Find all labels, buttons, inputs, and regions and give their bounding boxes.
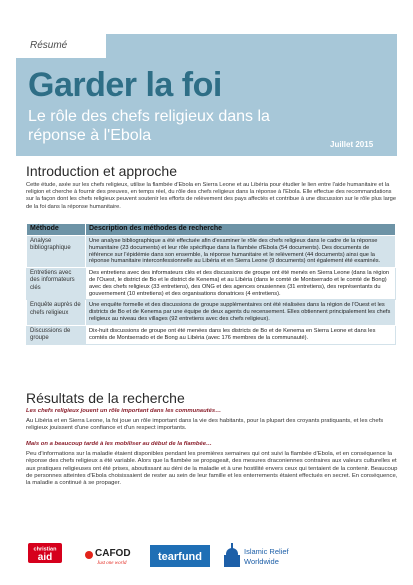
islamic-relief-line1: Islamic Relief xyxy=(244,547,289,556)
christian-aid-line2: aid xyxy=(37,552,53,563)
document-title: Garder la foi xyxy=(28,66,222,104)
cafod-tagline: Just one world xyxy=(97,561,127,566)
table-row xyxy=(27,236,396,268)
methods-table xyxy=(26,223,396,345)
table-row xyxy=(27,268,396,300)
publication-date: Juillet 2015 xyxy=(330,140,374,149)
description-cell: Dix-huit discussions de groupe ont été menées dans les districts de Bo et de Kenema en Sierra Leone et dans les comtés de Montserrado et de Bong au Libéria (avec 176 membres de la communauté). xyxy=(86,325,396,344)
cafod-name: CAFOD xyxy=(95,548,131,559)
islamic-relief-logo xyxy=(222,541,312,569)
finding-paragraph: Peu d'informations sur la maladie étaient disponibles pendant les premières semaines qui ont suivi la flambée d'Ebola, et en conséquence la réponse des chefs religieux a été variable. Alors que la flambée se propageait, des mesures draconiennes contraires aux valeurs culturelles et aux pratiques religieuses ont été prises, aboutissant au déni de la maladie et à une hostilité envers ceux qui tentaient de la contenir. Beaucoup de personnes atteintes d'Ebola choisissaient de rester au sein de leur famille et les enterrements étaient effectués en secret. En conséquence, la maladie a continué à se propager. xyxy=(26,451,398,487)
table-row xyxy=(27,300,396,325)
finding-paragraph: Au Libéria et en Sierra Leone, la foi joue un rôle important dans la vie des habitants, pour la plupart des croyants pratiquants, et les chefs religieux jouissent d'une confiance et d'un respect importants. xyxy=(26,418,384,432)
summary-label: Résumé xyxy=(30,40,68,51)
mosque-icon xyxy=(224,543,240,567)
table-header-row xyxy=(27,224,396,236)
cafod-logo xyxy=(83,545,135,567)
description-cell: Une analyse bibliographique a été effectuée afin d'examiner le rôle des chefs religieux dans le cadre de la réponse humanitaire (23 documents) et leur rôle spécifique dans la flambée d'Ebola (54 documents). Des documents de référence sur l'épidémie dans son ensemble, la réponse humanitaire et le relèvement (44 documents) ainsi que la réponse humanitaire interconfessionnelle au Libéria et en Sierra Leone (9 documents) ont également été examinés. xyxy=(86,236,396,268)
description-cell: Une enquête formelle et des discussions de groupe supplémentaires ont été réalisées dans la région de l'Ouest et les districts de Bo et de Kenema par une équipe de deux agents du recensement. Elles obtiennent principalement les chefs religieux au niveau des villages (92 entretiens avec des chefs religieux). xyxy=(86,300,396,325)
method-cell: Analyse bibliographique xyxy=(27,236,86,268)
results-heading: Résultats de la recherche xyxy=(26,390,185,406)
islamic-relief-line2: Worldwide xyxy=(244,557,279,566)
method-cell: Entretiens avec des informateurs clés xyxy=(27,268,86,300)
method-cell: Discussions de groupe xyxy=(27,325,86,344)
column-header-description: Description des méthodes de recherche xyxy=(86,224,396,236)
tearfund-name: tearfund xyxy=(158,551,202,563)
column-header-method: Méthode xyxy=(27,224,86,236)
tearfund-logo xyxy=(150,545,210,567)
cafod-mark-icon xyxy=(85,551,93,559)
finding-heading: Mais on a beaucoup tardé à les mobiliser au début de la flambée… xyxy=(26,441,212,447)
intro-heading: Introduction et approche xyxy=(26,163,177,179)
document-subtitle: Le rôle des chefs religieux dans la réponse à l'Ebola xyxy=(28,108,270,144)
intro-paragraph: Cette étude, axée sur les chefs religieux, utilise la flambée d'Ebola en Sierra Leone et au Libéria pour étudier le lien entre l'aide humanitaire et la religion et cherche à fournir des preuves, en temps réel, du rôle des chefs religieux dans la réponse à l'Ebola. Elle effectue des recommandations sur la façon dont les chefs religieux peuvent soutenir les efforts de relèvement des pays affectés et contribue à une discussion sur le rôle plus large de la foi dans la réponse humanitaire. xyxy=(26,182,397,210)
table-row xyxy=(27,325,396,344)
christian-aid-logo xyxy=(28,543,62,563)
christian-aid-line1: christian xyxy=(33,546,57,553)
description-cell: Des entretiens avec des informateurs clés et des discussions de groupe ont été menés en Sierra Leone (dans la région de l'Ouest, le district de Bo et le district de Kenema) et au Libéria (dans le comté de Montserrado et le comté de Bong) avec des chefs religieux (33 entretiens), des ONG et des agences onusiennes (31 entretiens), des représentants du gouvernement (10 entretiens) et des organisations donatrices (4 entretiens). xyxy=(86,268,396,300)
method-cell: Enquête auprès de chefs religieux xyxy=(27,300,86,325)
finding-heading: Les chefs religieux jouent un rôle important dans les communautés… xyxy=(26,408,222,414)
